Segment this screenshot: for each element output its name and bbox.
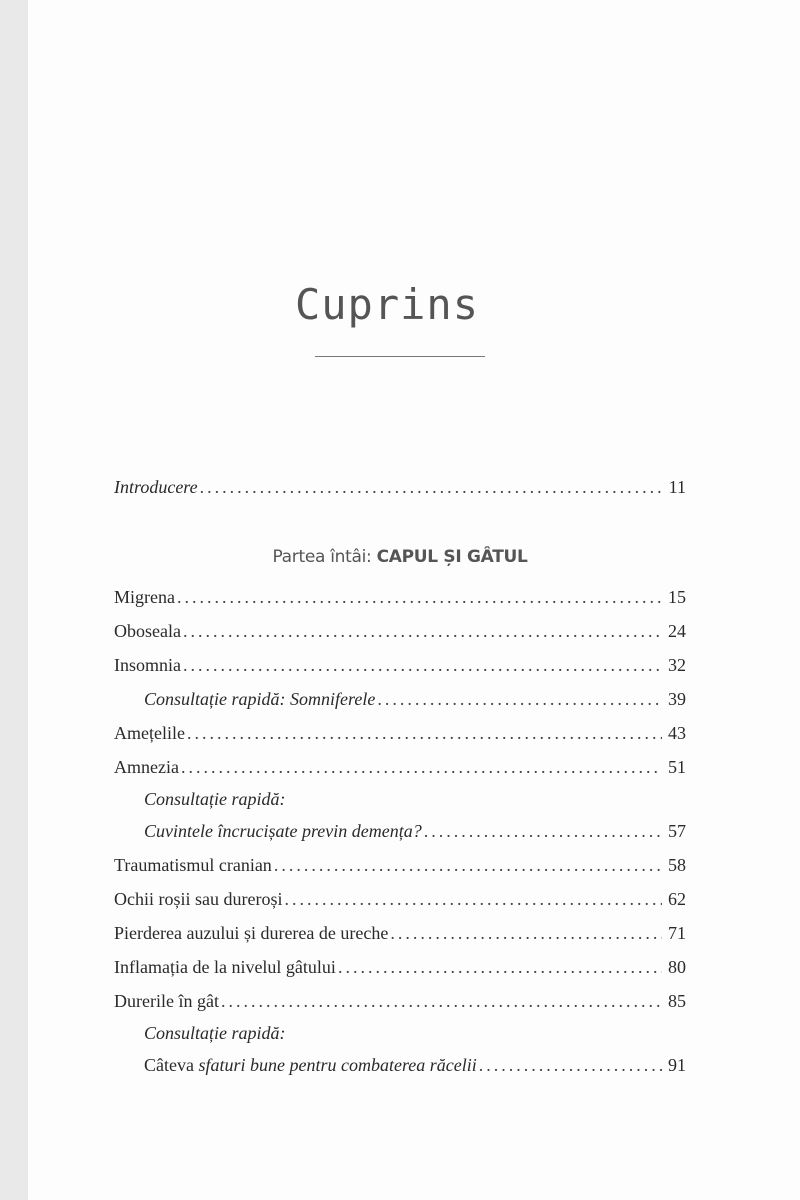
toc-page-number: 15	[668, 587, 686, 607]
toc-page-number: 85	[668, 991, 686, 1011]
dot-leader	[200, 470, 663, 504]
toc-subentry[interactable]	[114, 682, 686, 716]
toc-entry[interactable]	[114, 580, 686, 614]
toc-page-number: 43	[668, 723, 686, 743]
dot-leader	[390, 916, 662, 950]
dot-leader	[338, 950, 662, 984]
toc-entry[interactable]	[114, 648, 686, 682]
dot-leader	[274, 848, 662, 882]
toc-entry-label: Amețelile	[114, 723, 185, 743]
label-part-italic: sfaturi	[198, 1055, 246, 1075]
toc-entry-label: Consultație rapidă: Somniferele	[144, 689, 376, 709]
title-underline	[315, 356, 485, 357]
toc-page-number: 91	[668, 1055, 686, 1075]
toc-entry-label: Insomnia	[114, 655, 181, 675]
dot-leader	[187, 716, 662, 750]
toc-entry-label: Migrena	[114, 587, 175, 607]
toc-subentry[interactable]	[114, 784, 686, 848]
table-of-contents	[114, 470, 686, 1082]
toc-page-number: 58	[668, 855, 686, 875]
toc-entry-label: Pierderea auzului și durerea de ureche	[114, 923, 389, 943]
part-name: CAPUL ȘI GÂTUL	[376, 547, 528, 567]
dot-leader	[183, 648, 662, 682]
dot-leader	[377, 682, 662, 716]
toc-entry-label-line1: Consultație rapidă:	[144, 1023, 286, 1043]
dot-leader	[183, 614, 662, 648]
toc-entry-label: Inflamația de la nivelul gâtului	[114, 957, 336, 977]
toc-entry-label	[144, 1048, 477, 1082]
toc-page-number: 51	[668, 757, 686, 777]
toc-page-number: 32	[668, 655, 686, 675]
toc-entry[interactable]	[114, 950, 686, 984]
toc-entry[interactable]	[114, 750, 686, 784]
toc-page-number: 62	[668, 889, 686, 909]
dot-leader	[177, 580, 662, 614]
toc-entry[interactable]	[114, 916, 686, 950]
dot-leader	[181, 750, 662, 784]
toc-subentry[interactable]	[114, 1018, 686, 1082]
label-part-italic: bune pentru combaterea răcelii	[250, 1055, 477, 1075]
toc-entry-label: Ochii roșii sau dureroși	[114, 889, 283, 909]
label-part: Câteva	[144, 1055, 199, 1075]
toc-page-number: 80	[668, 957, 686, 977]
book-page	[28, 0, 800, 1200]
toc-entry-label: Cuvintele încrucișate previn demența?	[144, 821, 422, 841]
toc-entry[interactable]	[114, 716, 686, 750]
toc-entry-label: Amnezia	[114, 757, 179, 777]
dot-leader	[479, 1048, 662, 1082]
toc-page-number: 71	[668, 923, 686, 943]
toc-page-number: 24	[668, 621, 686, 641]
toc-entry-label: Introducere	[114, 477, 198, 497]
dot-leader	[284, 882, 662, 916]
toc-page-number: 57	[668, 821, 686, 841]
toc-entry-label: Traumatismul cranian	[114, 855, 272, 875]
toc-page-number: 39	[668, 689, 686, 709]
toc-entry[interactable]	[114, 614, 686, 648]
toc-entry-label: Oboseala	[114, 621, 181, 641]
page-title: Cuprins	[294, 280, 479, 329]
toc-entry[interactable]	[114, 848, 686, 882]
toc-entry[interactable]	[114, 882, 686, 916]
dot-leader	[221, 984, 662, 1018]
toc-entry-label: Durerile în gât	[114, 991, 219, 1011]
toc-entry[interactable]	[114, 984, 686, 1018]
part-prefix: Partea întâi:	[272, 547, 372, 567]
part-heading	[114, 534, 686, 580]
toc-entry-introducere[interactable]	[114, 470, 686, 504]
dot-leader	[424, 814, 662, 848]
toc-entry-label-line1: Consultație rapidă:	[144, 789, 286, 809]
toc-page-number: 11	[668, 477, 686, 497]
